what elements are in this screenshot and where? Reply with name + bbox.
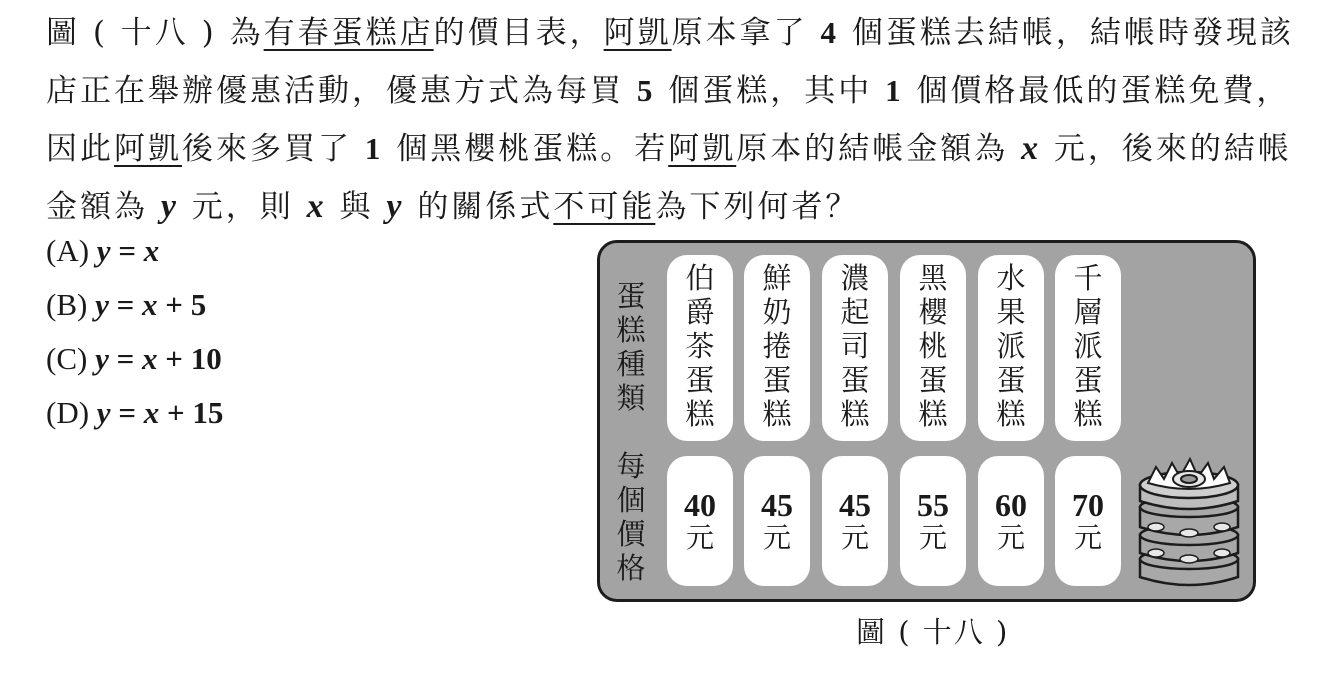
question-segment: 原本拿了 xyxy=(671,15,821,51)
question-segment: 元，後來的結帳金額為 xyxy=(46,131,1292,225)
cake-price-card: 70 元 xyxy=(1055,456,1121,586)
option-d[interactable] xyxy=(46,386,223,440)
person-name: 阿凱 xyxy=(668,131,737,167)
option-label: (D) xyxy=(46,395,90,430)
number: 1 xyxy=(885,73,904,108)
question-segment: 的價目表， xyxy=(433,15,604,51)
cake-price-card: 55 元 xyxy=(900,456,966,586)
cake-name-card: 黑 櫻 桃 蛋 糕 xyxy=(900,255,966,441)
person-name: 阿凱 xyxy=(114,131,182,167)
variable-x: x xyxy=(306,188,327,225)
number: 4 xyxy=(820,15,839,50)
shop-name: 有春蛋糕店 xyxy=(263,15,434,51)
question-segment: 圖 ( 十八 ) 為 xyxy=(46,15,264,51)
cake-price-card: 45 元 xyxy=(744,456,810,586)
answer-options xyxy=(46,224,223,440)
option-b[interactable] xyxy=(46,278,223,332)
option-expression: y = x + 5 xyxy=(95,287,207,322)
cake-price-card: 45 元 xyxy=(822,456,888,586)
option-expression: y = x + 15 xyxy=(96,395,224,430)
question-segment: 元，則 xyxy=(178,189,307,225)
cake-name-card: 鮮 奶 捲 蛋 糕 xyxy=(744,255,810,441)
figure-caption: 圖 ( 十八 ) xyxy=(856,615,1010,649)
cake-name-card: 水 果 派 蛋 糕 xyxy=(978,255,1044,441)
option-expression: y = x xyxy=(96,233,160,268)
person-name: 阿凱 xyxy=(603,15,672,51)
question-segment: 後來多買了 xyxy=(182,131,365,167)
number: 1 xyxy=(364,131,384,166)
layered-cake-icon xyxy=(1134,455,1244,589)
question-segment: 與 xyxy=(326,189,387,225)
cake-name-card: 伯 爵 茶 蛋 糕 xyxy=(667,255,733,441)
question-segment: 原本的結帳金額為 xyxy=(736,131,1022,167)
question-segment: 為下列何者？ xyxy=(655,189,860,225)
cake-price-card: 60 元 xyxy=(978,456,1044,586)
option-label: (C) xyxy=(46,341,88,376)
question-segment: 個蛋糕，其中 xyxy=(655,73,886,109)
question-segment: 的關係式 xyxy=(404,189,554,225)
variable-y: y xyxy=(386,188,405,225)
cake-name-card: 千 層 派 蛋 糕 xyxy=(1055,255,1121,441)
cake-price-card: 40 元 xyxy=(667,456,733,586)
option-expression: y = x + 10 xyxy=(95,341,222,376)
question-segment: 個蛋糕去結帳，結帳時發現該店正在舉辦優惠活動，優惠方式為每買 xyxy=(46,15,1294,109)
question-text xyxy=(46,4,1316,236)
emphasis-not-possible: 不可能 xyxy=(553,189,656,225)
question-segment: 個黑櫻桃蛋糕。若 xyxy=(383,131,669,167)
variable-x: x xyxy=(1021,130,1042,167)
cake-name-card: 濃 起 司 蛋 糕 xyxy=(822,255,888,441)
price-list-figure xyxy=(597,240,1256,602)
row-label-cake-type: 蛋 糕 種 類 xyxy=(616,279,646,415)
variable-y: y xyxy=(160,188,179,225)
question-segment: 個價格最低的蛋糕免費，因此 xyxy=(46,73,1291,167)
option-a[interactable] xyxy=(46,224,223,278)
option-label: (B) xyxy=(46,287,88,322)
row-label-price: 每 個 價 格 xyxy=(616,449,646,585)
option-c[interactable] xyxy=(46,332,223,386)
option-label: (A) xyxy=(46,233,90,268)
number: 5 xyxy=(636,73,656,108)
